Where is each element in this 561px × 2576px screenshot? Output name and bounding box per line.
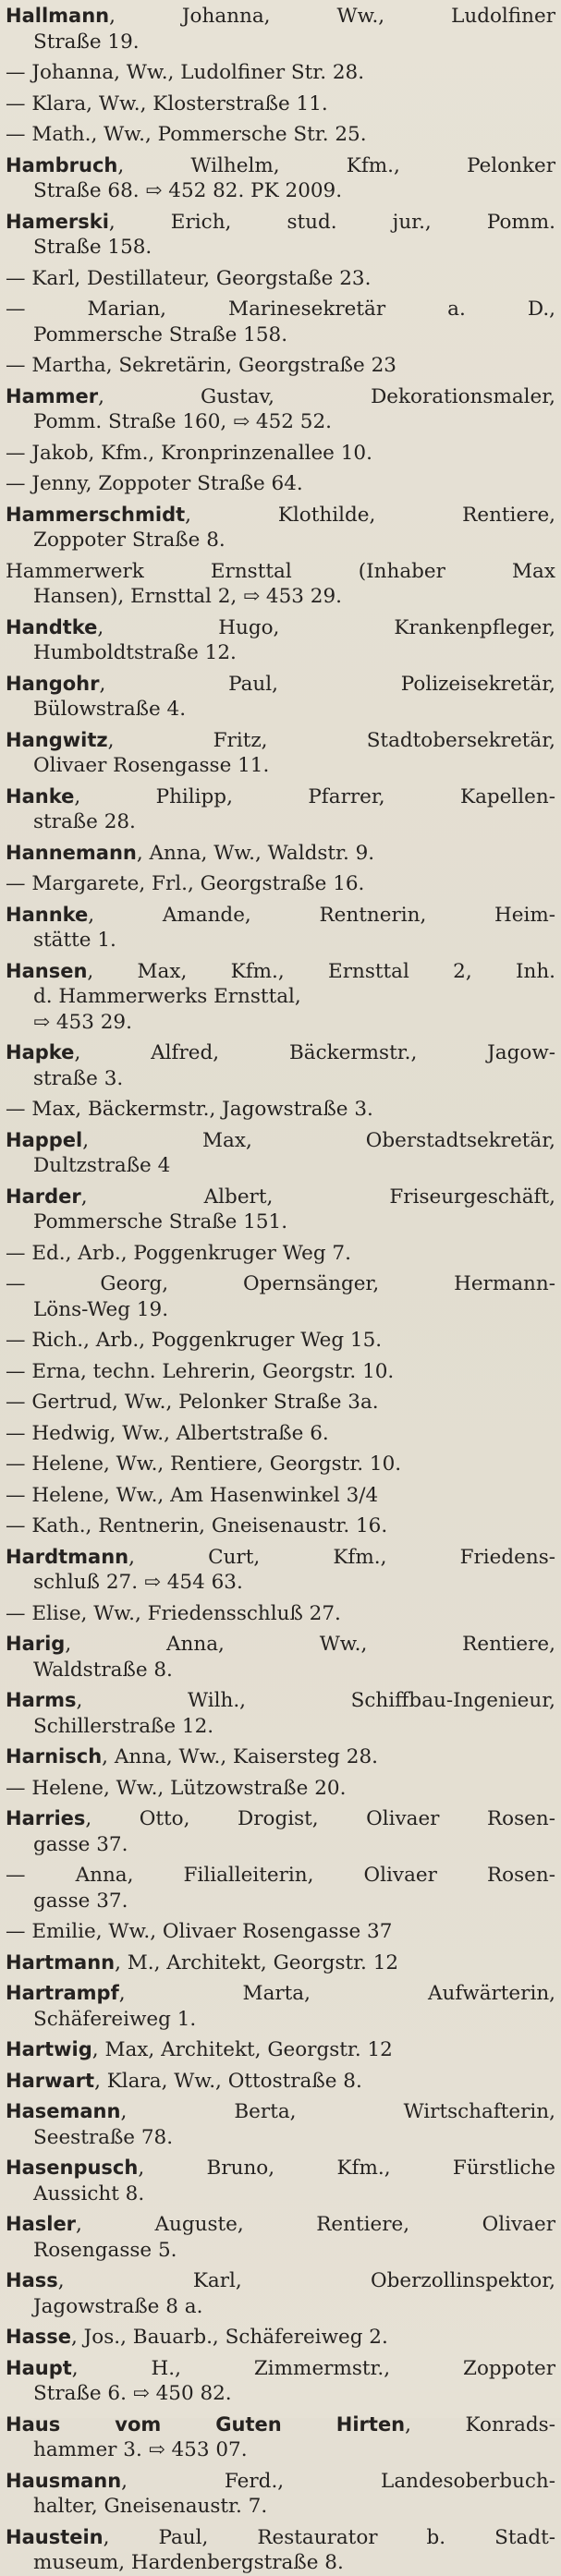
- entry-line: Hartrampf, Marta, Aufwärterin,: [6, 1982, 555, 2005]
- directory-entry: [6, 1688, 555, 1739]
- entry-line: Harig, Anna, Ww., Rentiere,: [6, 1633, 555, 1656]
- entry-surname: Hammerschmidt: [6, 503, 186, 526]
- entry-surname: Hasemann: [6, 2100, 121, 2122]
- entry-line: Harwart, Klara, Ww., Ottostraße 8.: [6, 2069, 362, 2093]
- entry-continuation-line: gasse 37.: [33, 1889, 128, 1913]
- entry-line: — Gertrud, Ww., Pelonker Straße 3a.: [6, 1391, 379, 1414]
- entry-line: — Ed., Arb., Poggenkruger Weg 7.: [6, 1241, 351, 1265]
- entry-surname: Hasenpusch: [6, 2157, 139, 2179]
- directory-entry: [6, 2268, 555, 2319]
- entry-line: Hammerschmidt, Klothilde, Rentiere,: [6, 503, 555, 527]
- entry-surname: Harms: [6, 1689, 77, 1711]
- directory-entry: [6, 60, 555, 86]
- entry-continuation-line: d. Hammerwerks Ernsttal,: [33, 985, 301, 1008]
- directory-entry: [6, 559, 555, 610]
- entry-continuation-line: ⇨ 453 29.: [33, 1010, 132, 1034]
- directory-entry: [6, 728, 555, 779]
- entry-surname: Harwart: [6, 2069, 95, 2092]
- entry-line: — Jakob, Kfm., Kronprinzenallee 10.: [6, 441, 372, 465]
- entry-line: Hasse, Jos., Bauarb., Schäfereiweg 2.: [6, 2326, 388, 2349]
- entry-continuation-line: Humboldtstraße 12.: [33, 641, 237, 664]
- directory-entry: [6, 841, 555, 867]
- directory-entry: [6, 4, 555, 55]
- directory-entry: [6, 1097, 555, 1123]
- entry-line: — Kath., Rentnerin, Gneisenaustr. 16.: [6, 1514, 388, 1537]
- entry-line: — Marian, Marinesekretär a. D.,: [6, 298, 555, 321]
- directory-entry: [6, 2037, 555, 2063]
- entry-line: — Emilie, Ww., Olivaer Rosengasse 37: [6, 1920, 393, 1943]
- entry-continuation-line: straße 3.: [33, 1066, 124, 1090]
- directory-entry: [6, 2099, 555, 2150]
- entry-continuation-line: Pommersche Straße 158.: [33, 322, 288, 346]
- entry-continuation-line: Aussicht 8.: [33, 2181, 145, 2205]
- entry-surname: Hannke: [6, 903, 89, 926]
- directory-entry: [6, 1545, 555, 1596]
- entry-line: Hammer, Gustav, Dekorationsmaler,: [6, 384, 555, 408]
- entry-surname: Hasse: [6, 2326, 71, 2348]
- entry-surname: Haupt: [6, 2356, 72, 2379]
- entry-continuation-line: Dultzstraße 4: [33, 1154, 171, 1177]
- directory-entry: [6, 1863, 555, 1914]
- directory-entry: [6, 1390, 555, 1416]
- entry-continuation-line: Pommersche Straße 151.: [33, 1210, 288, 1233]
- entry-continuation-line: Straße 158.: [33, 236, 152, 259]
- entry-line: Hasler, Auguste, Rentiere, Olivaer: [6, 2213, 555, 2236]
- entry-line: — Hedwig, Ww., Albertstraße 6.: [6, 1421, 329, 1445]
- entry-continuation-line: Hansen), Ernsttal 2, ⇨ 453 29.: [33, 585, 342, 608]
- entry-surname: Harder: [6, 1185, 81, 1208]
- entry-surname: Harries: [6, 1807, 86, 1829]
- directory-entry: [6, 1421, 555, 1447]
- directory-entry: [6, 210, 555, 261]
- directory-entry: [6, 1328, 555, 1354]
- entry-line: Hardtmann, Curt, Kfm., Friedens-: [6, 1545, 555, 1569]
- entry-line: Hansen, Max, Kfm., Ernsttal 2, Inh.: [6, 959, 555, 983]
- directory-entry: [6, 441, 555, 467]
- directory-entry: [6, 903, 555, 954]
- directory-entry: [6, 1806, 555, 1857]
- entry-continuation-line: straße 28.: [33, 810, 136, 833]
- directory-entry: [6, 1632, 555, 1683]
- directory-entry: [6, 959, 555, 1036]
- entry-line: Harries, Otto, Drogist, Olivaer Rosen-: [6, 1807, 555, 1830]
- entry-line: — Math., Ww., Pommersche Str. 25.: [6, 123, 367, 146]
- entry-continuation-line: Olivaer Rosengasse 11.: [33, 754, 270, 777]
- entry-line: — Rich., Arb., Poggenkruger Weg 15.: [6, 1329, 383, 1352]
- entry-continuation-line: Jagowstraße 8 a.: [33, 2294, 203, 2318]
- entry-line: Haustein, Paul, Restaurator b. Stadt-: [6, 2525, 555, 2549]
- entry-line: Hangwitz, Fritz, Stadtobersekretär,: [6, 728, 555, 752]
- entry-line: Hasenpusch, Bruno, Kfm., Fürstliche: [6, 2157, 555, 2180]
- entry-line: Hambruch, Wilhelm, Kfm., Pelonker: [6, 153, 555, 177]
- directory-entry: [6, 1483, 555, 1509]
- entry-line: Hass, Karl, Oberzollinspektor,: [6, 2269, 555, 2292]
- entry-line: Haupt, H., Zimmermstr., Zoppoter: [6, 2356, 555, 2380]
- entry-line: Hanke, Philipp, Pfarrer, Kapellen-: [6, 784, 555, 808]
- entry-continuation-line: Waldstraße 8.: [33, 1658, 173, 1682]
- entry-surname: Handtke: [6, 615, 98, 638]
- entry-surname: Hapke: [6, 1041, 75, 1063]
- entry-line: Hapke, Alfred, Bäckermstr., Jagow-: [6, 1041, 555, 1064]
- directory-entry: [6, 615, 555, 666]
- entry-surname: Hardtmann: [6, 1545, 129, 1568]
- directory-entry: [6, 672, 555, 723]
- entry-line: Haus vom Guten Hirten, Konrads-: [6, 2412, 555, 2436]
- entry-surname: Hartwig: [6, 2038, 92, 2060]
- entry-surname: Hartmann: [6, 1950, 116, 1974]
- directory-entry: [6, 1185, 555, 1235]
- entry-line: Happel, Max, Oberstadtsekretär,: [6, 1128, 555, 1152]
- entry-surname: Hammer: [6, 384, 99, 407]
- directory-entry: [6, 471, 555, 497]
- directory-entry: [6, 153, 555, 204]
- directory-entry: [6, 353, 555, 379]
- entry-line: Harder, Albert, Friseurgeschäft,: [6, 1185, 555, 1209]
- entry-line: — Helene, Ww., Am Hasenwinkel 3/4: [6, 1483, 379, 1507]
- directory-entry: [6, 871, 555, 897]
- entry-line: Hausmann, Ferd., Landesoberbuch-: [6, 2469, 555, 2493]
- directory-entry: [6, 1981, 555, 2032]
- entry-surname: Hass: [6, 2269, 58, 2291]
- entry-line: — Klara, Ww., Klosterstraße 11.: [6, 91, 328, 115]
- entry-surname: Hausmann: [6, 2469, 122, 2492]
- directory-entry: [6, 2156, 555, 2206]
- entry-surname: Harnisch: [6, 1745, 103, 1768]
- directory-entry: [6, 1040, 555, 1091]
- entry-line: Handtke, Hugo, Krankenpfleger,: [6, 615, 555, 639]
- directory-entry: [6, 2525, 555, 2576]
- entry-line: — Georg, Opernsänger, Hermann-: [6, 1272, 555, 1295]
- entry-surname: Hangohr: [6, 672, 100, 695]
- directory-entry: [6, 2069, 555, 2095]
- entry-continuation-line: stätte 1.: [33, 929, 116, 952]
- directory-entry: [6, 1950, 555, 1976]
- entry-line: — Max, Bäckermstr., Jagowstraße 3.: [6, 1098, 373, 1121]
- entry-line: Hartmann, M., Architekt, Georgstr. 12: [6, 1950, 399, 1975]
- entry-continuation-line: halter, Gneisenaustr. 7.: [33, 2495, 268, 2518]
- entry-line: — Helene, Ww., Rentiere, Georgstr. 10.: [6, 1452, 402, 1476]
- entry-surname: Hangwitz: [6, 728, 108, 751]
- entry-surname: Hanke: [6, 784, 75, 808]
- entry-line: Hammerwerk Ernsttal (Inhaber Max: [6, 559, 555, 583]
- entry-continuation-line: schluß 27. ⇨ 454 63.: [33, 1571, 243, 1594]
- entry-line: Hangohr, Paul, Polizeisekretär,: [6, 672, 555, 696]
- directory-entry: [6, 1601, 555, 1627]
- directory-entry: [6, 2356, 555, 2407]
- entry-line: — Karl, Destillateur, Georgstaße 23.: [6, 266, 372, 290]
- entry-line: Hannke, Amande, Rentnerin, Heim-: [6, 903, 555, 927]
- entry-line: — Johanna, Ww., Ludolfiner Str. 28.: [6, 61, 365, 84]
- entry-continuation-line: Zoppoter Straße 8.: [33, 529, 226, 552]
- directory-entry: [6, 784, 555, 835]
- entry-surname: Hartrampf: [6, 1982, 119, 2004]
- directory-entry: [6, 2325, 555, 2351]
- directory-entry: [6, 503, 555, 553]
- entry-line: Harms, Wilh., Schiffbau-Ingenieur,: [6, 1689, 555, 1712]
- directory-entry: [6, 1776, 555, 1802]
- entry-continuation-line: Schäfereiweg 1.: [33, 2007, 197, 2031]
- entry-surname: Happel: [6, 1128, 83, 1151]
- directory-entry: [6, 2212, 555, 2263]
- entry-line: Hamerski, Erich, stud. jur., Pomm.: [6, 210, 555, 234]
- entry-continuation-line: museum, Hardenbergstraße 8.: [33, 2551, 344, 2574]
- directory-entry: [6, 122, 555, 148]
- entry-surname: Hamerski: [6, 210, 109, 233]
- entry-continuation-line: Pomm. Straße 160, ⇨ 452 52.: [33, 410, 332, 433]
- entry-line: Hannemann, Anna, Ww., Waldstr. 9.: [6, 841, 375, 865]
- directory-entry: [6, 297, 555, 347]
- directory-entry: [6, 91, 555, 117]
- entry-line: Harnisch, Anna, Ww., Kaisersteg 28.: [6, 1745, 378, 1768]
- entry-surname: Harig: [6, 1633, 66, 1655]
- entry-continuation-line: Straße 6. ⇨ 450 82.: [33, 2382, 232, 2405]
- entry-surname: Haus vom Guten Hirten: [6, 2412, 406, 2436]
- directory-entry: [6, 1744, 555, 1770]
- entry-surname: Hansen: [6, 959, 88, 982]
- entry-line: Hartwig, Max, Architekt, Georgstr. 12: [6, 2038, 393, 2061]
- entry-continuation-line: Schillerstraße 12.: [33, 1714, 214, 1738]
- entry-continuation-line: Rosengasse 5.: [33, 2238, 177, 2262]
- entry-line: — Jenny, Zoppoter Straße 64.: [6, 472, 303, 495]
- directory-entry: [6, 384, 555, 435]
- directory-entry: [6, 1513, 555, 1539]
- entry-surname: Hallmann: [6, 5, 110, 27]
- directory-entry: [6, 266, 555, 292]
- entry-line: — Anna, Filialleiterin, Olivaer Rosen-: [6, 1864, 555, 1887]
- entry-surname: Hannemann: [6, 841, 137, 864]
- entry-line: — Martha, Sekretärin, Georgstraße 23: [6, 354, 396, 377]
- entry-continuation-line: Seestraße 78.: [33, 2125, 174, 2149]
- directory-entry: [6, 1271, 555, 1322]
- directory-entry: [6, 1241, 555, 1267]
- entry-line: Hasemann, Berta, Wirtschafterin,: [6, 2100, 555, 2123]
- entry-continuation-line: Straße 68. ⇨ 452 82. PK 2009.: [33, 179, 343, 202]
- directory-entry: [6, 2412, 555, 2463]
- entry-line: — Helene, Ww., Lützowstraße 20.: [6, 1776, 347, 1800]
- directory-entry: [6, 1359, 555, 1385]
- directory-entry: [6, 1919, 555, 1945]
- directory-entry: [6, 1128, 555, 1179]
- entry-surname: Hasler: [6, 2213, 77, 2235]
- directory-entry: [6, 1452, 555, 1477]
- entry-continuation-line: Bülowstraße 4.: [33, 698, 187, 721]
- entry-surname: Hambruch: [6, 153, 118, 176]
- entry-continuation-line: hammer 3. ⇨ 453 07.: [33, 2438, 248, 2461]
- entry-line: Hallmann, Johanna, Ww., Ludolfiner: [6, 5, 555, 28]
- entry-line: — Margarete, Frl., Georgstraße 16.: [6, 872, 365, 895]
- entry-line: — Elise, Ww., Friedensschluß 27.: [6, 1601, 341, 1625]
- directory-entry: [6, 2469, 555, 2520]
- entry-surname: Haustein: [6, 2525, 104, 2548]
- entry-continuation-line: gasse 37.: [33, 1832, 128, 1856]
- entry-continuation-line: Löns-Weg 19.: [33, 1297, 169, 1321]
- entry-continuation-line: Straße 19.: [33, 30, 140, 54]
- entry-line: — Erna, techn. Lehrerin, Georgstr. 10.: [6, 1359, 395, 1383]
